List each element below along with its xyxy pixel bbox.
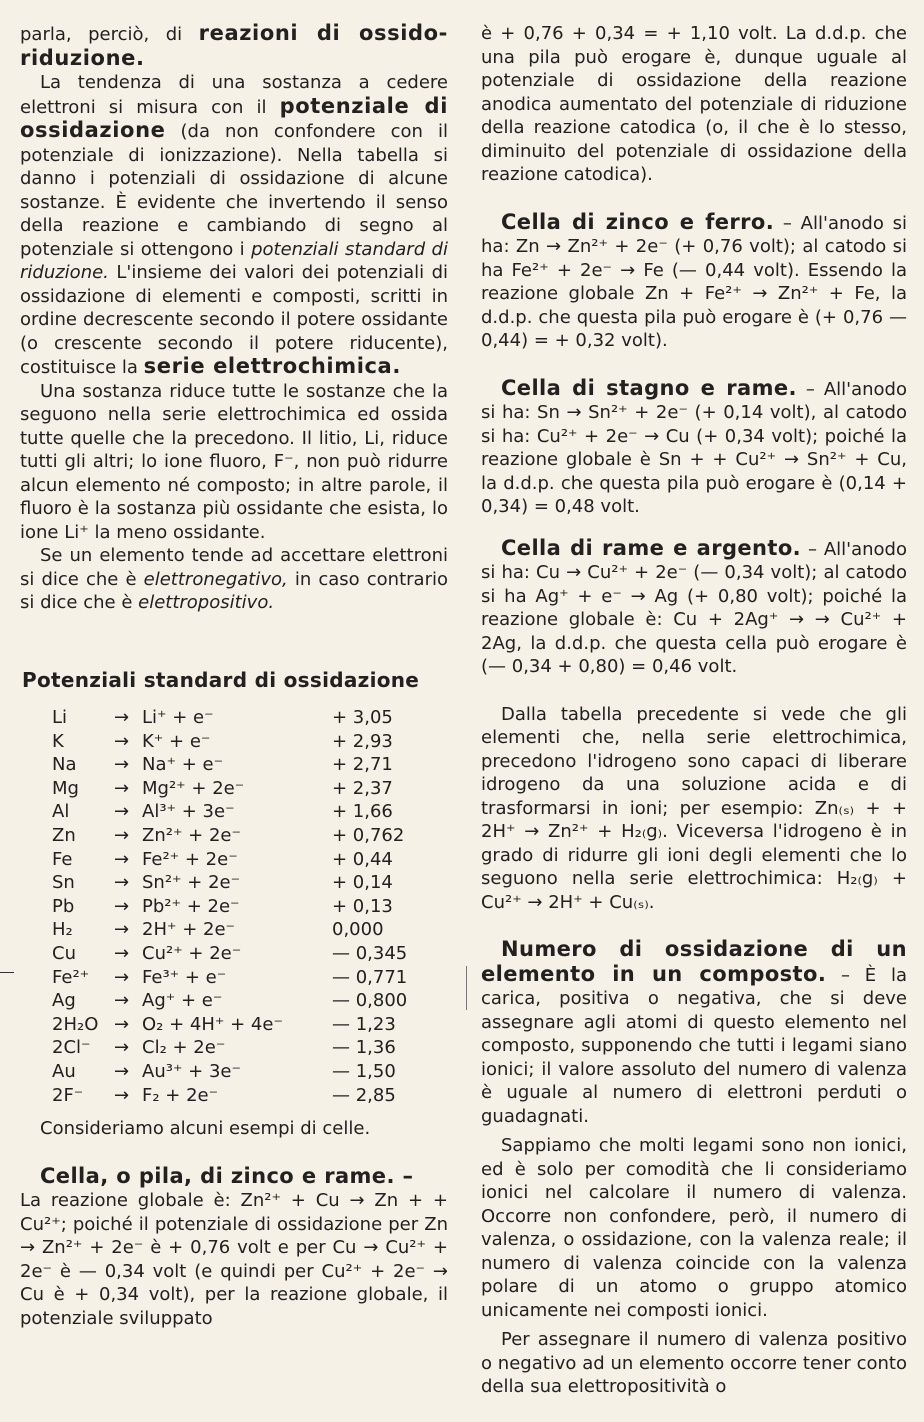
arrow-icon: → [114,777,130,799]
arrow-icon: → [114,919,130,941]
paragraph-oxidation-potential [20,71,448,380]
potential-value-cell: — 0,345 [332,942,408,964]
section-oxidation-number [481,938,907,1128]
paragraph-intro [20,22,448,71]
potential-value-cell: — 1,50 [332,1060,396,1082]
table-row [52,918,407,942]
arrow-icon: → [114,801,130,823]
section-heading-copper-silver: Cella di rame e argento. [501,535,802,560]
table-row [52,1013,407,1037]
table-row [52,1084,407,1108]
reactant-cell: Fe [52,848,73,870]
arrow-icon: → [114,1060,130,1082]
products-cell: Li⁺ + e⁻ [142,707,214,729]
table-row [52,989,407,1013]
section-heading-zinc-iron: Cella di zinco e ferro. [501,209,775,234]
products-cell: Na⁺ + e⁻ [142,754,224,776]
term-electropositive: elettropositivo. [138,592,275,613]
table-row [52,1036,407,1060]
text-span: Se un elemento tende ad accettare elettroni si dice che è [20,545,448,590]
reactant-cell: Au [52,1060,76,1082]
reactant-cell: Li [52,707,68,729]
products-cell: Cu²⁺ + 2e⁻ [142,942,242,964]
potential-value-cell: + 0,762 [332,825,405,847]
potential-value-cell: — 2,85 [332,1084,396,1106]
arrow-icon: → [114,966,130,988]
section-heading-tin-copper: Cella di stagno e rame. [501,375,797,400]
reactant-cell: 2F⁻ [52,1084,84,1106]
section-copper-silver [481,537,907,679]
section-heading-zinc-copper: Cella, o pila, di zinco e rame. [40,1163,395,1188]
potential-value-cell: + 0,14 [332,872,393,894]
table-row [52,942,407,966]
products-cell: Fe²⁺ + 2e⁻ [142,848,238,870]
potential-value-cell: — 0,800 [332,990,408,1012]
text-span: in caso contrario si dice che è [20,568,448,613]
arrow-icon: → [114,1084,130,1106]
term-reduction-potentials: potenziali standard di riduzione. [20,238,448,283]
reactant-cell: Ag [52,990,76,1012]
potential-value-cell: + 1,66 [332,801,393,823]
potential-value-cell: — 0,771 [332,966,408,988]
text-zinc-copper: La reazione globale è: Zn²⁺ + Cu → Zn + + Cu²⁺; poiché il potenziale di ossidazione per Zn → Zn²⁺ + 2e⁻ è + 0,76 volt e per Cu → Cu²⁺ + 2e⁻ è — 0,34 volt (e quindi per Cu²⁺ + 2e⁻ → Cu è + 0,34 volt), per la reazione globale, il potenziale sviluppato [20,1190,448,1329]
reactant-cell: K [52,730,64,752]
margin-pencil-line [466,966,467,1010]
reactant-cell: Al [52,801,70,823]
key-term-redox: reazioni di ossido-riduzione. [20,21,448,70]
table-row [52,777,407,801]
products-cell: Cl₂ + 2e⁻ [142,1037,226,1059]
text-zinc-iron: – All'anodo si ha: Zn → Zn²⁺ + 2e⁻ (+ 0,76 volt); al catodo si ha Fe²⁺ + 2e⁻ → Fe (— 0,44 volt). Essendo la reazione globale Zn + Fe²⁺ → Zn²⁺ + Fe, la d.d.p. che questa pila può erogare è (+ 0,76 — 0,44) = + 0,32 volt). [481,212,907,351]
table-row [52,966,407,990]
arrow-icon: → [114,754,130,776]
arrow-icon: → [114,872,130,894]
potential-value-cell: — 1,23 [332,1013,396,1035]
arrow-icon: → [114,1013,130,1035]
reactant-cell: Fe²⁺ [52,966,90,988]
reactant-cell: Na [52,754,77,776]
reactant-cell: Zn [52,825,76,847]
products-cell: O₂ + 4H⁺ + 4e⁻ [142,1013,283,1035]
section-zinc-iron [481,211,907,353]
table-row [52,730,407,754]
paragraph-series-order: Una sostanza riduce tutte le sostanze che la seguono nella serie elettrochimica ed ossida tutte quelle che la precedono. Il litio, Li, riduce tutti gli altri; lo ione fluoro, F⁻, non può ridurre alcun elemento né composto; in altre parole, il fluoro è la sostanza più ossidante che esista, lo ione Li⁺ la meno ossidante. [20,380,448,543]
paragraph-electronegative [20,544,448,615]
arrow-icon: → [114,730,130,752]
arrow-icon: → [114,707,130,729]
products-cell: 2H⁺ + 2e⁻ [142,919,236,941]
reactant-cell: H₂ [52,919,73,941]
potential-value-cell: + 2,93 [332,730,393,752]
potential-value-cell: + 2,71 [332,754,393,776]
section-zinc-copper [20,1165,448,1331]
text-span: parla, perciò, di [20,24,199,45]
text-span: L'insieme dei valori dei potenziali di ossidazione di elementi e composti, scritti in ordine decrescente secondo il potere ossidante (o crescente secondo il potere riducente), costituisce la [20,262,448,378]
text-oxidation-number: – È la carica, positiva o negativa, che si deve assegnare agli atomi di questo elemento nel composto, supponendo che tutti i legami siano ionici; il valore assoluto del numero di valenza è uguale al numero di elettroni perduti o guadagnati. [481,964,907,1127]
section-heading-oxidation-number: Numero di ossidazione di un elemento in un composto. [481,937,907,986]
arrow-icon: → [114,1037,130,1059]
arrow-icon: → [114,825,130,847]
key-term-electrochemical-series: serie elettrochimica. [143,354,401,378]
reactant-cell: Sn [52,872,75,894]
potential-value-cell: — 1,36 [332,1037,396,1059]
table-row [52,848,407,872]
margin-tick-mark [0,972,14,973]
text-copper-silver: – All'anodo si ha: Cu → Cu²⁺ + 2e⁻ (— 0,34 volt); al catodo si ha Ag⁺ + e⁻ → Ag (+ 0,80 volt); poiché la reazione globale è: Cu + 2Ag⁺ → → Cu²⁺ + 2Ag, la d.d.p. che questa cella può erogare è (— 0,34 + 0,80) = 0,46 volt. [481,538,907,677]
paragraph-ionic-bonds: Sappiamo che molti legami sono non ionici, ed è solo per comodità che li consideriamo ionici nel calcolare il numero di valenza. Occorre non confondere, però, il numero di valenza, o ossidazione, con la valenza reale; il numero di valenza coincide con la valenza polare di un atomo o gruppo atomico unicamente nei composti ionici. [481,1135,907,1321]
products-cell: F₂ + 2e⁻ [142,1084,219,1106]
products-cell: Au³⁺ + 3e⁻ [142,1060,241,1082]
paragraph-ddp: è + 0,76 + 0,34 = + 1,10 volt. La d.d.p. che una pila può erogare è, dunque uguale al potenziale di ossidazione della reazione anodica aumentato del potenziale di riduzione della reazione catodica (o, il che è lo stesso, diminuito del potenziale di ossidazione della reazione catodica). [481,23,907,185]
products-cell: Sn²⁺ + 2e⁻ [142,872,241,894]
reactant-cell: Cu [52,942,76,964]
table-row [52,753,407,777]
term-electronegative: elettronegativo, [143,568,288,590]
heading-dash: – [394,1163,414,1188]
reactant-cell: 2Cl⁻ [52,1037,91,1059]
arrow-icon: → [114,848,130,870]
key-term-oxidation-potential: potenziale di ossidazione [20,93,448,142]
products-cell: K⁺ + e⁻ [142,730,211,752]
reactant-cell: Pb [52,895,75,917]
products-cell: Zn²⁺ + 2e⁻ [142,825,242,847]
potential-value-cell: + 0,13 [332,895,393,917]
table-row [52,895,407,919]
oxidation-potentials-table [52,706,407,1107]
table-row [52,706,407,730]
paragraph-examples: Consideriamo alcuni esempi di celle. [40,1118,371,1140]
table-row [52,1060,407,1084]
right-column [481,22,907,1399]
arrow-icon: → [114,990,130,1012]
products-cell: Ag⁺ + e⁻ [142,990,223,1012]
paragraph-assign-valence: Per assegnare il numero di valenza positivo o negativo ad un elemento occorre tener conto della sua elettropositività o [481,1329,907,1397]
paragraph-hydrogen: Dalla tabella precedente si vede che gli elementi che, nella serie elettrochimica, precedono l'idrogeno sono capaci di liberare idrogeno da una soluzione acida e di trasformarsi in ioni; per esempio: Zn₍ₛ₎ + + 2H⁺ → Zn²⁺ + H₂₍g₎. Viceversa l'idrogeno è in grado di ridurre gli ioni degli elementi che lo seguono nella serie elettrochimica: H₂₍g₎ + Cu²⁺ → 2H⁺ + Cu₍ₛ₎. [481,703,907,913]
text-span: (da non confondere con il potenziale di ionizzazione). Nella tabella si danno i potenziali di ossidazione di alcune sostanze. È evidente che invertendo il senso della reazione e cambiando di segno al potenziale si ottengono i [20,121,448,260]
products-cell: Fe³⁺ + e⁻ [142,966,227,988]
potential-value-cell: 0,000 [332,919,384,941]
section-tin-copper [481,377,907,519]
products-cell: Mg²⁺ + 2e⁻ [142,777,245,799]
reactant-cell: 2H₂O [52,1013,99,1035]
arrow-icon: → [114,942,130,964]
table-row [52,871,407,895]
potential-value-cell: + 3,05 [332,707,393,729]
text-span: La tendenza di una sostanza a cedere elettroni si misura con il [20,72,448,118]
left-column [20,22,448,1330]
arrow-icon: → [114,895,130,917]
potential-value-cell: + 0,44 [332,848,393,870]
products-cell: Pb²⁺ + 2e⁻ [142,895,240,917]
table-row [52,800,407,824]
reactant-cell: Mg [52,777,79,799]
potential-value-cell: + 2,37 [332,777,393,799]
table-row [52,824,407,848]
table-title: Potenziali standard di ossidazione [22,667,420,692]
products-cell: Al³⁺ + 3e⁻ [142,801,235,823]
text-tin-copper: – All'anodo si ha: Sn → Sn²⁺ + 2e⁻ (+ 0,14 volt), al catodo si ha: Cu²⁺ + 2e⁻ → Cu (+ 0,34 volt); poiché la reazione globale è Sn + + Cu²⁺ → Sn²⁺ + Cu, la d.d.p. che questa pila può erogare è (0,14 + 0,34) = 0,48 volt. [481,378,907,517]
